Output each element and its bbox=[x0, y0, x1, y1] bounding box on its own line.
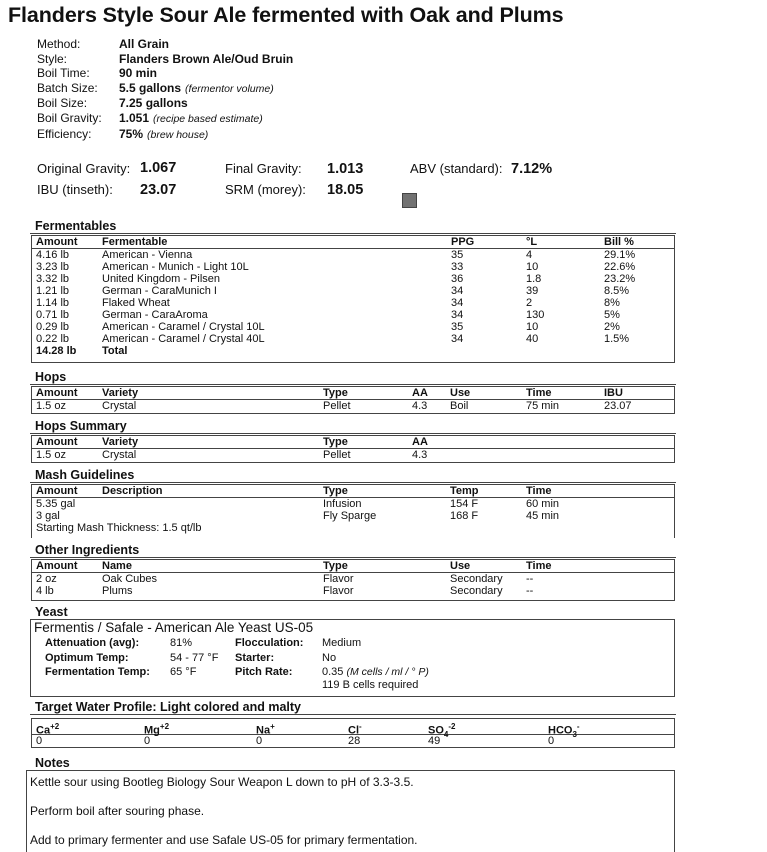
fermentation-temp-label: Fermentation Temp: bbox=[45, 666, 150, 678]
mash-thickness: Starting Mash Thickness: 1.5 qt/lb bbox=[36, 522, 202, 534]
table-row: 5.35 gal Infusion 154 F 60 min bbox=[36, 498, 560, 510]
fermentation-temp-value: 65 °F bbox=[170, 666, 197, 678]
divider bbox=[30, 384, 676, 385]
srm-label: SRM (morey): bbox=[225, 182, 306, 197]
table-row: 0.29 lb American - Caramel / Crystal 10L 35 10 2% bbox=[36, 321, 620, 333]
ibu-value: 23.07 bbox=[140, 182, 177, 198]
table-row: 1.5 oz Crystal Pellet 4.3 Boil 75 min 23.07 bbox=[36, 400, 632, 412]
hops-heading: Hops bbox=[35, 370, 67, 384]
fg-value: 1.013 bbox=[327, 161, 364, 177]
fermentables-table bbox=[31, 235, 675, 363]
ion-ca: $Ca^{+2}$ bbox=[36, 722, 60, 737]
flocculation-label: Flocculation: bbox=[235, 637, 304, 649]
abv-label: ABV (standard): bbox=[410, 161, 503, 176]
abv-value: 7.12% bbox=[511, 161, 553, 177]
table-row: 3.23 lb American - Munich - Light 10L 33 10 22.6% bbox=[36, 261, 636, 273]
fg-label: Final Gravity: bbox=[225, 161, 302, 176]
srm-value: 18.05 bbox=[327, 182, 364, 198]
hops-summary-table bbox=[31, 435, 675, 463]
divider bbox=[30, 233, 676, 234]
ion-so4: $SO_4^{-2}$ bbox=[428, 722, 456, 739]
table-row: 0.22 lb American - Caramel / Crystal 40L 34 40 1.5% bbox=[36, 333, 630, 345]
meta-style: Style: Flanders Brown Ale/Oud Bruin bbox=[37, 51, 294, 66]
optimum-temp-label: Optimum Temp: bbox=[45, 652, 129, 664]
starter-value: No bbox=[322, 652, 337, 664]
other-header-row: Amount Name Type Use Time bbox=[32, 560, 674, 573]
fermentables-heading: Fermentables bbox=[35, 219, 117, 233]
ion-mg: $Mg^{+2}$ bbox=[144, 722, 170, 737]
mash-header-row: Amount Description Type Temp Time bbox=[32, 485, 674, 498]
fermentables-total-row: 14.28 lb Total bbox=[36, 345, 128, 357]
table-row: 1.21 lb German - CaraMunich I 34 39 8.5% bbox=[36, 285, 630, 297]
water-profile-heading: Target Water Profile: Light colored and malty bbox=[35, 700, 302, 714]
fermentables-header-row: Amount Fermentable PPG °L Bill % bbox=[32, 236, 674, 249]
meta-boil-time: Boil Time: 90 min bbox=[37, 66, 158, 81]
other-ingredients-heading: Other Ingredients bbox=[35, 543, 140, 557]
hops-summary-header-row: Amount Variety Type AA bbox=[32, 436, 674, 449]
table-row: 4 lb Plums Flavor Secondary -- bbox=[36, 585, 534, 597]
table-row: 1.14 lb Flaked Wheat 34 2 8% bbox=[36, 297, 620, 309]
yeast-heading: Yeast bbox=[35, 605, 68, 619]
attenuation-label: Attenuation (avg): bbox=[45, 637, 140, 649]
starter-label: Starter: bbox=[235, 652, 275, 664]
note-line: Kettle sour using Bootleg Biology Sour Weapon L down to pH of 3.3-3.5. bbox=[30, 775, 414, 789]
table-row: 3.32 lb United Kingdom - Pilsen 36 1.8 23.2% bbox=[36, 273, 636, 285]
table-row: 2 oz Oak Cubes Flavor Secondary -- bbox=[36, 573, 534, 585]
mash-heading: Mash Guidelines bbox=[35, 468, 135, 482]
note-line: Perform boil after souring phase. bbox=[30, 804, 205, 818]
flocculation-value: Medium bbox=[322, 637, 362, 649]
table-row: 4.16 lb American - Vienna 35 4 29.1% bbox=[36, 249, 636, 261]
hops-summary-heading: Hops Summary bbox=[35, 419, 127, 433]
water-profile-table bbox=[31, 718, 675, 748]
ion-na: Na+ bbox=[256, 722, 275, 737]
mash-table bbox=[31, 484, 675, 538]
water-header-row bbox=[32, 719, 674, 739]
optimum-temp-value: 54 - 77 °F bbox=[170, 652, 219, 664]
pitch-rate-value: 0.35 (M cells / ml / ° P) bbox=[322, 666, 429, 678]
divider bbox=[30, 482, 676, 483]
pitch-rate-label: Pitch Rate: bbox=[235, 666, 293, 678]
srm-color-swatch bbox=[402, 193, 417, 208]
meta-boil-size: Boil Size: 7.25 gallons bbox=[37, 96, 188, 111]
recipe-meta bbox=[37, 37, 293, 142]
ibu-label: IBU (tinseth): bbox=[37, 182, 113, 197]
divider bbox=[30, 714, 676, 715]
ion-hco3: $HCO_3^-$ bbox=[548, 722, 580, 739]
attenuation-value: 81% bbox=[170, 637, 193, 649]
ion-cl: Cl- bbox=[348, 722, 362, 737]
table-row: 0 0 0 28 49 0 bbox=[36, 735, 555, 747]
og-value: 1.067 bbox=[140, 160, 177, 176]
divider bbox=[30, 433, 676, 434]
note-line: Add to primary fermenter and use Safale US-05 for primary fermentation. bbox=[30, 833, 418, 847]
table-row: 1.5 oz Crystal Pellet 4.3 bbox=[36, 449, 428, 461]
divider bbox=[30, 557, 676, 558]
hops-table bbox=[31, 386, 675, 414]
notes-heading: Notes bbox=[35, 756, 70, 770]
meta-batch-size: Batch Size: 5.5 gallons (fermentor volume) bbox=[37, 80, 274, 95]
meta-method: Method: All Grain bbox=[37, 37, 170, 51]
meta-boil-gravity: Boil Gravity: 1.051 (recipe based estimate) bbox=[37, 110, 263, 125]
table-row: 0.71 lb German - CaraAroma 34 130 5% bbox=[36, 309, 620, 321]
other-ingredients-table bbox=[31, 559, 675, 601]
recipe-title: Flanders Style Sour Ale fermented with Oak and Plums bbox=[8, 3, 564, 27]
table-row: 3 gal Fly Sparge 168 F 45 min bbox=[36, 510, 560, 522]
og-label: Original Gravity: bbox=[37, 161, 131, 176]
cells-required: 119 B cells required bbox=[322, 679, 419, 691]
yeast-name: Fermentis / Safale - American Ale Yeast US-05 bbox=[34, 620, 314, 635]
hops-header-row: Amount Variety Type AA Use Time IBU bbox=[32, 387, 674, 400]
meta-efficiency: Efficiency: 75% (brew house) bbox=[37, 126, 209, 141]
